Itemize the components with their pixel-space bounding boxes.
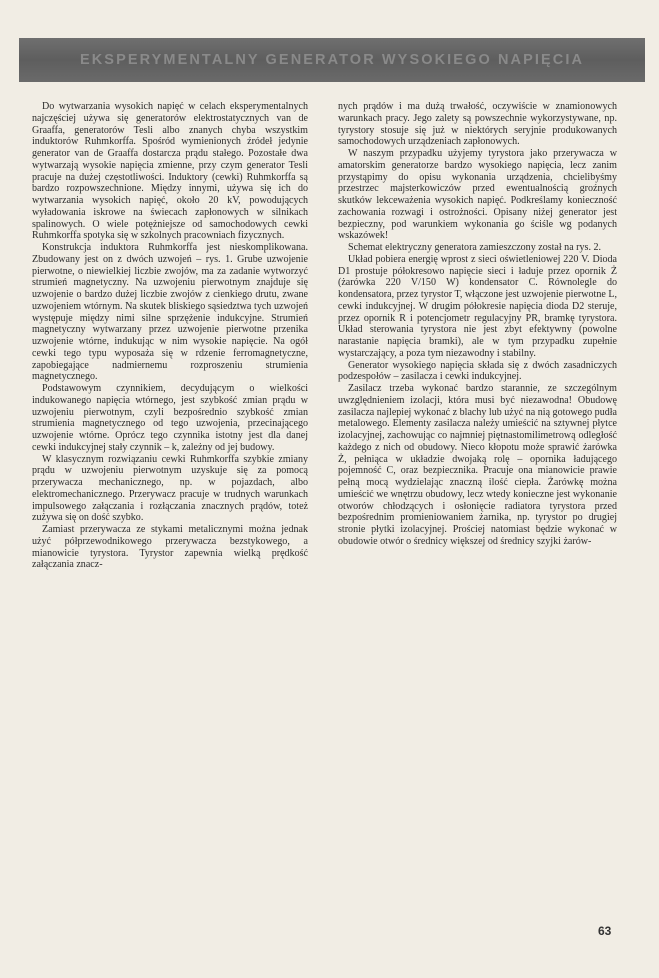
- paragraph: Zamiast przerywacza ze stykami metalicznymi można jednak użyć półprzewodnikowego przerywacza bezstykowego, a mianowicie tyrystora. Tyrystor zapewnia wielką prędkość załączania znacz-: [32, 524, 308, 571]
- section-title: EKSPERYMENTALNY GENERATOR WYSOKIEGO NAPIĘCIA: [79, 52, 585, 68]
- paragraph: Do wytwarzania wysokich napięć w celach eksperymentalnych najczęściej używa się generatorów elektrostatycznych van de Graaffa, generatorów Tesli albo znanych chyba wszystkim induktorów Ruhmkorffa. Spośród wymienionych źródeł jedynie generator van de Graaffa dostarcza prądu stałego. Pozostałe dwa wytwarzają wysokie napięcia zmienne, przy czym generator Tesli pracuje na dużej częstotliwości. Induktory (cewki) Ruhmkorffa są bardzo rozpowszechnione. Między innymi, używa się ich do wytwarzania wysokich napięć, około 20 kV, powodujących wyładowania iskrowe na świecach zapłonowych w silnikach spalinowych. O wiele potężniejsze od samochodowych cewki Ruhmkorffa spotyka się w szkolnych pracowniach fizycznych.: [32, 101, 308, 242]
- section-header-bar: [19, 38, 645, 82]
- left-column: [32, 101, 308, 941]
- paragraph: Podstawowym czynnikiem, decydującym o wielkości indukowanego napięcia wtórnego, jest szybkość zmian prądu w uzwojeniu pierwotnym, czyli bezpośrednio szybkość zmian strumienia magnetycznego od tego uzwojenia, przecinającego uzwojenie wtórne. Oprócz tego czynnika istotny jest dla danej cewki indukcyjnej stały czynnik – k, zależny od jej budowy.: [32, 383, 308, 453]
- paragraph: Konstrukcja induktora Ruhmkorffa jest nieskomplikowana. Zbudowany jest on z dwóch uzwojeń – rys. 1. Grube uzwojenie pierwotne, o niewielkiej liczbie zwojów, ma za zadanie wytworzyć strumień magnetyczny. Na uzwojeniu pierwotnym znajduje się uzwojenie o bardzo dużej liczbie zwojów z cienkiego drutu, zwane uzwojeniem wtórnym. Na skutek bliskiego sąsiedztwa tych uzwojeń występuje między nimi silne sprzężenie indukcyjne. Strumień magnetyczny wytwarzany przez uzwojenie pierwotne przenika uzwojenie wtórne, indukując w nim wysokie napięcie. Na ogół cewki tego typu wyposaża się w rdzenie ferromagnetyczne, zapobiegające nadmiernemu rozproszeniu strumienia magnetycznego.: [32, 242, 308, 383]
- paragraph: Generator wysokiego napięcia składa się z dwóch zasadniczych podzespołów – zasilacza i cewki indukcyjnej.: [338, 359, 617, 383]
- right-column: [338, 101, 617, 941]
- paragraph: Układ pobiera energię wprost z sieci oświetleniowej 220 V. Dioda D1 prostuje półokresowo napięcie sieci i ładuje przez opornik Ż (żarówka 220 V/150 W) kondensator C. Równolegle do kondensatora, przez tyrystor T, włączone jest uzwojenie pierwotne L, cewki indukcyjnej. W drugim półokresie napięcia dioda D2 steruje, przez opornik R i potencjometr regulacyjny PR, bramkę tyrystora. Układ sterowania tyrystora nie jest zbyt efektywny (powolne narastanie napięcia bramki), ale w tym przypadku zupełnie wystarczający, a poza tym niezawodny i stabilny.: [338, 253, 617, 359]
- paragraph: W klasycznym rozwiązaniu cewki Ruhmkorffa szybkie zmiany prądu w uzwojeniu pierwotnym uzyskuje się za pomocą przerywacza mechanicznego, np. w pojazdach, albo elektromechanicznego. Przerywacz pracuje w trudnych warunkach impulsowego załączania i rozłączania znacznych prądów, toteż zużywa się on dość szybko.: [32, 453, 308, 524]
- paragraph: nych prądów i ma dużą trwałość, oczywiście w znamionowych warunkach pracy. Jego zalety są powszechnie wykorzystywane, np. tyrystory stosuje się już w niektórych seryjnie produkowanych samochodowych urządzeniach zapłonowych.: [338, 101, 617, 148]
- page-number: 63: [598, 924, 612, 938]
- paragraph: W naszym przypadku użyjemy tyrystora jako przerywacza w amatorskim generatorze bardzo wysokiego napięcia, lecz zanim przystąpimy do opisu wykonania urządzenia, chcielibyśmy przestrzec majsterkowiczów przed ewentualnością groźnych skutków lekceważenia wysokich napięć. Podkreślamy konieczność zachowania rozwagi i ostrożności. Opisany niżej generator jest bezpieczny, pod warunkiem wykonania go ściśle wg podanych wskazówek!: [338, 148, 617, 242]
- paragraph: Schemat elektryczny generatora zamieszczony został na rys. 2.: [348, 242, 602, 253]
- paragraph: Zasilacz trzeba wykonać bardzo starannie, ze szczególnym uwzględnieniem izolacji, która musi być niezawodna! Obudowę zasilacza najlepiej wykonać z blachy lub użyć na nią gotowego pudła metalowego. Elementy zasilacza należy umieścić na sztywnej płytce izolacyjnej, zachowując co najmniej piętnastomilimetrową odległość każdego z nich od obudowy. Nieco kłopotu może sprawić żarówka Ż, pełniąca w układzie dwojaką rolę – opornika ładującego pojemność C, oraz bezpiecznika. Pracuje ona mianowicie prawie pełną mocą wydzielając znaczną ilość ciepła. Żarówkę można umieścić we wnętrzu obudowy, lecz wtedy konieczne jest wykonanie otworów chłodzących i osłonięcie radiatora tyrystora przed bezpośrednim promieniowaniem żarnika, np. tyrystor po drugiej stronie płytki izolacyjnej. Prościej natomiast będzie wykonać w obudowie otwór o średnicy większej od średnicy szyjki żarów-: [338, 383, 617, 547]
